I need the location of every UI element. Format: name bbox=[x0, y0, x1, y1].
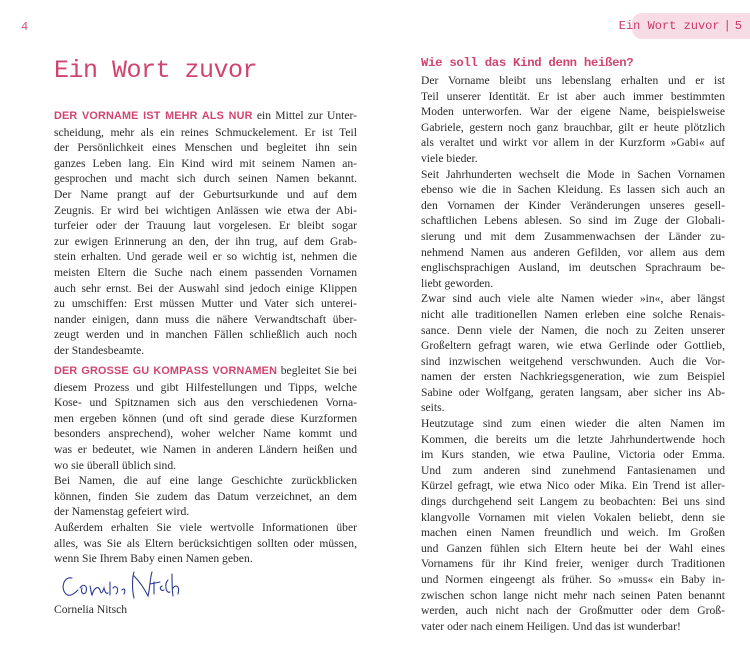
text-line bbox=[54, 140, 357, 156]
text-line-content: und Ganzen fühlen sich Eltern heute bei der Wahl eines bbox=[421, 541, 725, 555]
text-line-content: wo sie überall üblich sind. bbox=[54, 458, 177, 472]
text-line-content: turfeier oder der Trauung laut vorgelesen. Er bleibt sogar bbox=[54, 219, 357, 233]
text-line bbox=[421, 588, 725, 604]
text-line bbox=[421, 276, 725, 292]
text-line-content: seits. bbox=[421, 401, 445, 415]
text-line-content: nander einigen, dann muss die nähere Verwandtschaft über- bbox=[54, 312, 357, 326]
text-line-content: sind inzwischen weitgehend verschwunden. Auch die Vor- bbox=[421, 354, 725, 368]
text-line bbox=[54, 520, 357, 536]
intro-paragraph-2 bbox=[54, 363, 357, 567]
lead-in: DER VORNAME IST MEHR ALS NUR bbox=[54, 110, 253, 122]
text-line-content: begleitet Sie bei bbox=[277, 364, 357, 377]
text-line-content: Der Name prangt auf der Geburtsurkunde und auf dem bbox=[54, 187, 357, 201]
text-line bbox=[421, 400, 725, 416]
text-line-content: den Vornamen der Kinder Veränderungen unseres gesell- bbox=[421, 198, 725, 212]
text-line-content: Bei Namen, die auf eine lange Geschichte zurückblicken bbox=[54, 474, 357, 488]
text-line-content: auch sehr ernst. Bei der Auswahl sind jedoch einige Klippen bbox=[54, 281, 357, 295]
page-title: Ein Wort zuvor bbox=[54, 56, 258, 85]
text-line-content: Außerdem erhalten Sie viele wertvolle Informationen über bbox=[54, 520, 357, 534]
text-line bbox=[54, 395, 357, 411]
text-line-content: schaftlichen Lebens ablesen. So sind im Zuge der Globali- bbox=[421, 214, 725, 228]
text-line bbox=[421, 541, 725, 557]
text-line bbox=[54, 265, 357, 281]
text-line-content: liebt geworden. bbox=[421, 276, 494, 290]
text-line bbox=[54, 249, 357, 265]
text-line bbox=[54, 363, 357, 380]
text-line bbox=[421, 556, 725, 572]
text-line-content: Sabine oder Wolfgang, geraten langsam, aber sicher ins Ab- bbox=[421, 385, 725, 399]
text-line bbox=[421, 510, 725, 526]
text-line-content: können, finden Sie zudem das Datum verzeichnet, an dem bbox=[54, 489, 357, 503]
text-line-content: Teil unserer Identität. Er ist aber auch immer bestimmten bbox=[421, 89, 725, 103]
text-line-content: Moden unterworfen. War der eigene Name, beispielsweise bbox=[421, 105, 725, 119]
text-line-content: scheidung, mehr als ein reines Schmuckelement. Er ist Teil bbox=[54, 125, 357, 139]
text-line bbox=[421, 73, 725, 89]
lead-in: DER GROSSE GU KOMPASS VORNAMEN bbox=[54, 365, 278, 377]
text-line-content: wenn Sie Ihrem Baby einen Namen geben. bbox=[54, 552, 253, 566]
text-line-content: Kose- und Spitznamen sich aus den verschiedenen Vorna- bbox=[54, 396, 357, 410]
text-line bbox=[54, 171, 357, 187]
text-line bbox=[421, 182, 725, 198]
text-line-content: sierung und mit dem Zusammenwachsen der Länder zu- bbox=[421, 229, 725, 243]
text-line bbox=[421, 478, 725, 494]
text-line bbox=[54, 551, 357, 567]
text-line-content: zur ewigen Erinnerung an den, der ihn trug, auf dem Grab- bbox=[54, 234, 357, 248]
text-line-content: der Standesbeamte. bbox=[54, 343, 145, 357]
text-line-content: englischsprachigen Ausland, im deutschen Sprachraum be- bbox=[421, 261, 725, 275]
text-line bbox=[54, 343, 357, 359]
text-line bbox=[54, 125, 357, 141]
text-line-content: nicht alle traditionellen Namen erleben eine solche Renais- bbox=[421, 307, 725, 321]
text-line bbox=[54, 473, 357, 489]
text-line-content: zu umschiffen: Erst müssen Mutter und Vater sich unterei- bbox=[54, 297, 357, 311]
text-line-content: besonders ansprechend), woher welcher Name kommt und bbox=[54, 427, 357, 441]
text-line bbox=[421, 135, 725, 151]
text-line-content: viele bieder. bbox=[421, 151, 478, 165]
text-line bbox=[54, 296, 357, 312]
text-line-content: Kürzel gefragt, wie etwa Nico oder Mika. Ein Trend ist aller- bbox=[421, 479, 725, 493]
text-line-content: klangvolle Vornamen mit vielen Vokalen beliebt, denn sie bbox=[421, 510, 725, 524]
text-line-content: Und zum anderen sind zunehmend Fantasienamen und bbox=[421, 463, 725, 477]
text-line-content: der Persönlichkeit eines Menschen und begleitet ihn sein bbox=[54, 141, 357, 155]
text-line bbox=[421, 120, 725, 136]
text-line-content: Seit Jahrhunderten wechselt die Mode in Sachen Vornamen bbox=[421, 167, 725, 181]
text-line bbox=[421, 494, 725, 510]
text-line bbox=[54, 411, 357, 427]
text-line-content: nehmend Namen aus anderen Gefilden, vor allem aus dem bbox=[421, 245, 725, 259]
text-line bbox=[54, 312, 357, 328]
text-line-content: gesprochen und macht sich durch seinen Namen bekannt. bbox=[54, 172, 357, 186]
text-line bbox=[421, 245, 725, 261]
intro-paragraph-1 bbox=[54, 108, 357, 359]
text-line bbox=[54, 458, 357, 474]
text-line-content: diesem Prozess und gibt Hilfestellungen und Tipps, welche bbox=[54, 380, 357, 394]
text-line-content: als veraltet und wirkt vor allem in der Kurzform »Gabi« auf bbox=[421, 136, 725, 150]
handwritten-signature bbox=[58, 568, 188, 602]
section-heading: Wie soll das Kind denn heißen? bbox=[421, 56, 634, 70]
right-page-body bbox=[421, 73, 725, 634]
text-line bbox=[54, 504, 357, 520]
text-line-content: men ergeben können (und oft sind gerade diese Kurzformen bbox=[54, 411, 357, 425]
page-number-left: 4 bbox=[21, 20, 29, 34]
text-line-content: zeugt werden und in manchen Fällen schließlich auch noch bbox=[54, 328, 357, 342]
text-line bbox=[54, 327, 357, 343]
text-line bbox=[421, 525, 725, 541]
text-line bbox=[421, 572, 725, 588]
text-line bbox=[421, 463, 725, 479]
text-line bbox=[54, 380, 357, 396]
text-line-content: Vornamens für ihr Kind freier, weniger durch Traditionen bbox=[421, 557, 725, 571]
text-line-content: ein Mittel zur Unter- bbox=[252, 109, 357, 122]
text-line bbox=[54, 442, 357, 458]
text-line bbox=[421, 432, 725, 448]
running-head-title: Ein Wort zuvor bbox=[618, 19, 720, 33]
text-line bbox=[421, 229, 725, 245]
text-line bbox=[54, 426, 357, 442]
text-line bbox=[421, 104, 725, 120]
running-head-tab bbox=[618, 13, 750, 39]
text-line-content: machen einen Namen freundlich und weich. Im Großen bbox=[421, 526, 725, 540]
text-line bbox=[421, 385, 725, 401]
text-line-content: vater oder nach einem Heiligen. Und das ist wunderbar! bbox=[421, 619, 681, 633]
text-line-content: werden, auch nicht nach der Großmutter oder dem Groß- bbox=[421, 604, 725, 618]
text-line bbox=[54, 536, 357, 552]
text-line-content: im Kurs standen, wie etwa Pauline, Victoria oder Emma. bbox=[421, 448, 725, 462]
text-line bbox=[421, 603, 725, 619]
text-line-content: sance. Denn viele der Namen, die noch zu Zeiten unserer bbox=[421, 323, 725, 337]
signature-name: Cornelia Nitsch bbox=[54, 603, 128, 616]
text-line-content: Gabriele, gestern noch ganz brauchbar, gilt er heute plötzlich bbox=[421, 120, 725, 134]
text-line bbox=[421, 323, 725, 339]
text-line bbox=[54, 187, 357, 203]
text-line bbox=[421, 369, 725, 385]
text-line bbox=[421, 416, 725, 432]
text-line bbox=[421, 167, 725, 183]
text-line bbox=[54, 218, 357, 234]
text-line bbox=[421, 447, 725, 463]
text-line-content: was er bedeutet, wie Namen in anderen Ländern heißen und bbox=[54, 442, 357, 456]
text-line-content: namen der ersten Nachkriegsgeneration, wie zum Beispiel bbox=[421, 370, 725, 384]
text-line-content: zwischen schon lange nicht mehr nach seinen Paten benannt bbox=[421, 588, 725, 602]
text-line bbox=[421, 213, 725, 229]
text-line-content: ebenso wie die in Sachen Kleidung. Es lassen sich auch an bbox=[421, 183, 725, 197]
text-line bbox=[421, 89, 725, 105]
text-line-content: Großeltern gefragt waren, wie etwa Gerlinde oder Gottlieb, bbox=[421, 339, 725, 353]
text-line-content: Zwar sind auch viele alte Namen wieder »in«, aber längst bbox=[421, 292, 725, 306]
text-line bbox=[421, 291, 725, 307]
text-line-content: Heutzutage sind zum einen wieder die alten Namen im bbox=[421, 417, 725, 431]
text-line-content: der Namenstag gefeiert wird. bbox=[54, 505, 190, 519]
text-line-content: und Normen eingeengt als früher. So »muss« ein Baby in- bbox=[421, 573, 725, 586]
text-line bbox=[421, 354, 725, 370]
text-line-content: stein erhalten. Und gerade weil er so wichtig ist, nehmen die bbox=[54, 250, 357, 264]
text-line bbox=[421, 338, 725, 354]
text-line bbox=[421, 307, 725, 323]
running-head-separator: | bbox=[723, 19, 731, 33]
text-line bbox=[54, 234, 357, 250]
text-line-content: Kommen, die bereits um die letzte Jahrhundertwende hoch bbox=[421, 432, 725, 446]
text-line-content: Der Vorname bleibt uns lebenslang erhalten und er ist bbox=[421, 74, 725, 87]
text-line bbox=[54, 156, 357, 172]
text-line bbox=[421, 619, 725, 635]
page-number-right: 5 bbox=[734, 19, 742, 33]
text-line bbox=[54, 281, 357, 297]
text-line bbox=[54, 203, 357, 219]
text-line bbox=[421, 151, 725, 167]
text-line-content: alles, was Sie als Eltern berücksichtigen sollten oder müssen, bbox=[54, 536, 357, 550]
text-line bbox=[421, 260, 725, 276]
text-line-content: dings durchgehend seit Langem zu beobachten: Bei uns sind bbox=[421, 495, 725, 509]
text-line bbox=[421, 198, 725, 214]
text-line bbox=[54, 108, 357, 125]
text-line bbox=[54, 489, 357, 505]
text-line-content: meisten Eltern die Suche nach einem passenden Vornamen bbox=[54, 265, 357, 279]
text-line-content: Zeugnis. Er wird bei wichtigen Anlässen wie etwa der Abi- bbox=[54, 203, 357, 217]
text-line-content: ganzes Leben lang. Ein Kind wird mit seinem Namen an- bbox=[54, 156, 357, 170]
